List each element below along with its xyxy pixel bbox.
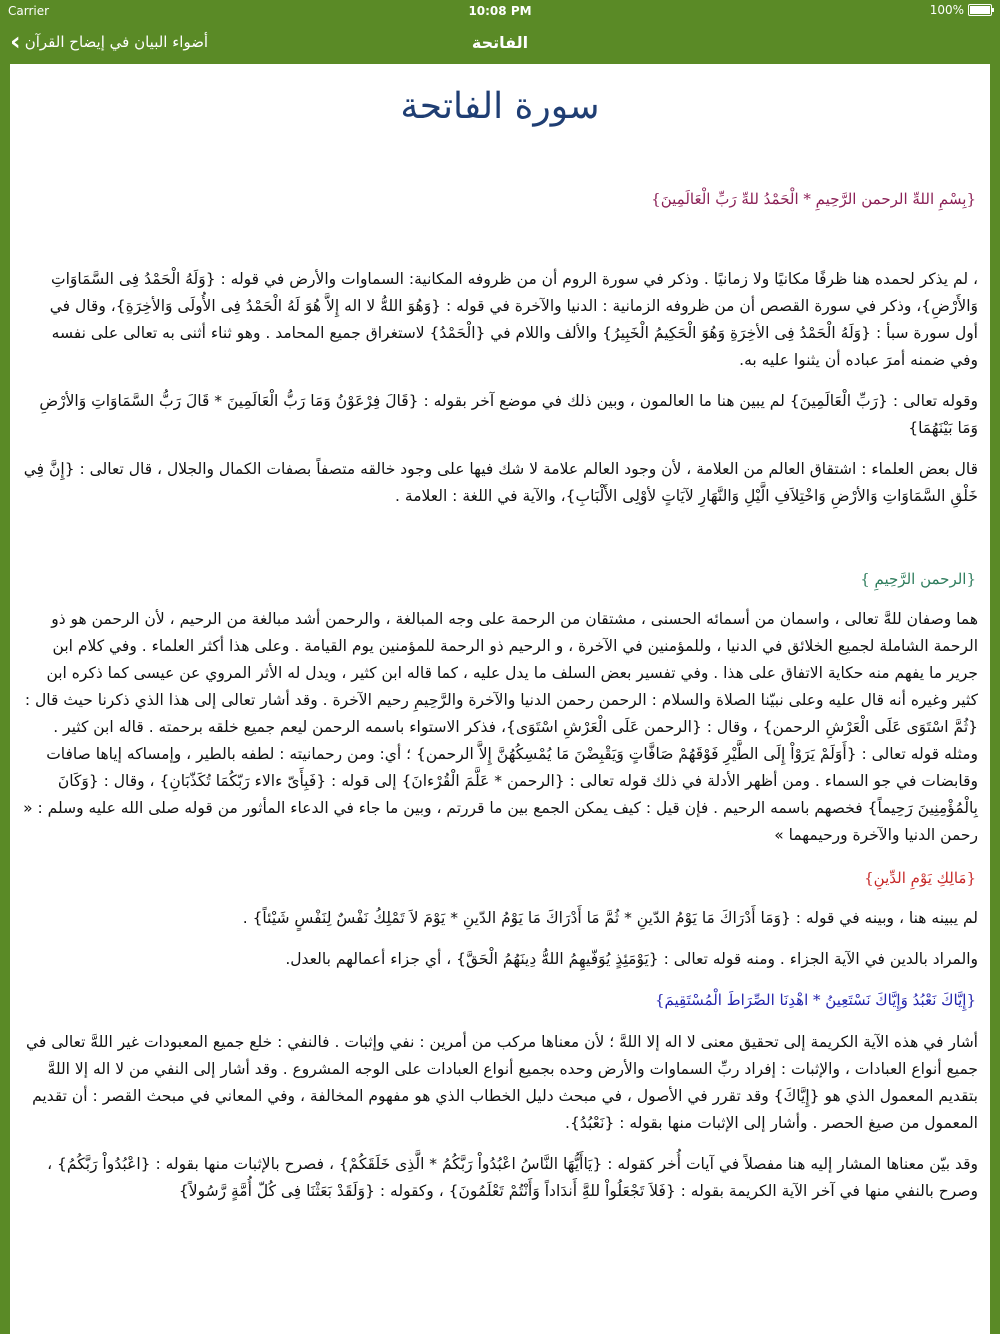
sura-title: سورة الفاتحة (400, 86, 600, 127)
tafsir-content[interactable] (10, 64, 990, 1334)
battery-group (930, 3, 992, 17)
status-bar (0, 0, 1000, 22)
navigation-bar (0, 22, 1000, 64)
tafsir-paragraph: لم يبينه هنا ، وبينه في قوله : {وَمَا أَدْرَاكَ مَا يَوْمُ الدّينِ * ثُمَّ مَا أَدْرَاكَ مَا يَوْمُ الدّينِ * يَوْمَ لاَ تَمْلِكُ نَفْسٌ لِنَفْسٍ شَيْئاً} . (242, 909, 978, 927)
tafsir-paragraph: والمراد بالدين في الآية الجزاء . ومنه قوله تعالى : {يَوْمَئِذٍ يُوَفّيهِمُ اللهُّ دِينَهُمُ الْحَقَّ} ، أي جزاء أعمالهم بالعدل. (285, 950, 978, 968)
tafsir-paragraph: وقوله تعالى : {رَبِّ الْعَالَمِينَ} لم يبين هنا ما العالمون ، وبين ذلك في موضع آخر بقوله : {قَالَ فِرْعَوْنُ وَمَا رَبُّ الْعَالَمِينَ * قَالَ رَبُّ السَّمَاوَاتِ وَالأرْضِ وَمَا بَيْنَهُمَا} (39, 392, 978, 437)
tafsir-paragraph: ، لم يذكر لحمده هنا ظرفًا مكانيًا ولا زمانيًا . وذكر في سورة الروم أن من ظروفه المكانية: السماوات والأرض في قوله : {وَلَهُ الْحَمْدُ فِى السَّمَاوَاتِ وَالأَرْضِ}، وذكر في سورة القصص أن من ظروفه الزمانية : الدنيا والآخرة في قوله : {وَهُوَ اللهُّ لا اله إِلاَّ هُوَ لَهُ الْحَمْدُ فِى الأُولَى وَالأخِرَةِ}، وقال في أول سورة سبأ : {وَلَهُ الْحَمْدُ فِى الأخِرَةِ وَهُوَ الْحَكِيمُ الْخَبِيرُ} والألف واللام في {الْحَمْدُ} لاستغراق جميع المحامد . وهو ثناء أثنى به تعالى على نفسه وفي ضمنه أمرَ عباده أن يثنوا عليه به. (49, 270, 978, 369)
verse-heading: {بِسْمِ اللهِّ الرحمن الرَّحِيمِ * الْحَمْدُ للهِّ رَبِّ الْعَالَمِينَ} (651, 190, 976, 208)
battery-percent: 100% (929, 3, 964, 17)
verse-heading: {مَالِكِ يَوْمِ الدِّينِ} (864, 869, 976, 887)
battery-icon (968, 4, 992, 16)
tafsir-paragraph: قال بعض العلماء : اشتقاق العالم من العلامة ، لأن وجود العالم علامة لا شك فيها على وجود خالقه متصفاً بصفات الكمال والجلال ، قال تعالى : {إِنَّ فِي خَلْقِ السَّمَاوَاتِ وَالأرْضِ وَاخْتِلاَفِ الَّيْلِ وَالنَّهَارِ لآيَاتٍ لأوْلِى الأَلْبَابِ}، والآية في اللغة : العلامة . (23, 460, 978, 505)
chevron-left-icon: ‹ (10, 27, 21, 57)
verse-heading: {إِيَّاكَ نَعْبُدُ وَإِيَّاكَ نَسْتَعِينُ * اهْدِنَا الصِّرَاطَ الْمُسْتَقِيمَ} (654, 991, 976, 1009)
carrier-label: Carrier (8, 4, 50, 18)
tafsir-paragraph: وقد بيّن معناها المشار إليه هنا مفصلاً في آيات أُخر كقوله : {يَاأَيُّهَا النَّاسُ اعْبُدُواْ رَبَّكُمُ * الَّذِى خَلَقَكُمْ} ، فصرح بالإثبات منها بقوله : {اعْبُدُواْ رَبَّكُمُ} ، وصرح بالنفي منها في آخر الآية الكريمة بقوله : {فَلاَ تَجْعَلُواْ للهَِّ أَندَاداً وَأَنْتُمْ تَعْلَمُونَ} ، وكقوله : {وَلَقَدْ بَعَثْنَا فِى كُلّ أُمَّةٍ رَّسُولاً} (47, 1155, 978, 1200)
clock: 10:08 PM (468, 4, 532, 18)
back-label: أضواء البيان في إيضاح القرآن (24, 33, 209, 51)
verse-heading: {الرحمن الرَّحِيمِ } (860, 570, 976, 588)
tafsir-paragraph: هما وصفان للهَّ تعالى ، واسمان من أسمائه الحسنى ، مشتقان من الرحمة على وجه المبالغة ، والرحمن أشد مبالغة من الرحيم ، لأن الرحمن هو ذو الرحمة الشاملة لجميع الخلائق في الدنيا ، وللمؤمنين في الآخرة ، و الرحيم ذو الرحمة للمؤمنين يوم القيامة . وعلى هذا أكثر العلماء . وفي كلام ابن جرير ما يفهم منه حكاية الاتفاق على هذا . وفي تفسير بعض السلف ما يدل عليه ، كما قاله ابن كثير ، ويدل له الأثر المروي عن عيسى كما ذكره ابن كثير وغيره أنه قال عليه وعلى نبيّنا الصلاة والسلام : الرحمن رحمن الدنيا والآخرة والرَّحِيمِ رحيم الآخرة . وقد أشار تعالى إلى هذا الذي ذكرنا حيث قال : {ثُمَّ اسْتَوَى عَلَى الْعَرْشِ الرحمن} ، وقال : {الرحمن عَلَى الْعَرْشِ اسْتَوَى}، فذكر الاستواء باسمه الرحمن ليعم جميع خلقه برحمته . قاله ابن كثير . ومثله قوله تعالى : {أَوَلَمْ يَرَوْاْ إِلَى الطَّيْرِ فَوْقَهُمْ صَافَّاتٍ وَيَقْبِضْنَ مَا يُمْسِكُهُنَّ إِلاَّ الرحمن} ؛ أي: ومن رحمانيته : لطفه بالطير ، وإمساكه إياها صافات وقابضات في جو السماء . ومن أظهر الأدلة في ذلك قوله تعالى : {الرحمن * عَلَّمَ الْقُرْءانَ} إلى قوله : {فَبِأَىّ ءالاء رَبّكُمَا تُكَذّبَانِ} ، وقال : {وَكَانَ بِالْمُؤْمِنِينَ رَحِيماً} فخصهم باسمه الرحيم . فإن قيل : كيف يمكن الجمع بين ما قررتم ، وبين ما جاء في الدعاء المأثور من قوله صلى الله عليه وسلم : « رحمن الدنيا والآخرة ورحيمهما » (23, 610, 978, 844)
nav-title: الفاتحة (471, 33, 529, 52)
tafsir-paragraph: أشار في هذه الآية الكريمة إلى تحقيق معنى لا اله إلا اللهَّ ؛ لأن معناها مركب من أمرين : نفي وإثبات . فالنفي : خلع جميع المعبودات غير اللهَّ تعالى في جميع أنواع العبادات ، والإثبات : إفراد ربِّ السماوات والأرض وحده بجميع أنواع العبادات على الوجه المشروع . وقد أشار إلى النفي من لا اله إلا اللهَّ بتقديم المعمول الذي هو {إِيَّاكَ} وقد تقرر في الأصول ، في مبحث دليل الخطاب الذي هو مفهوم المخالفة ، وفي المعاني في مبحث القصر : أن تقديم المعمول من صيغ الحصر . وأشار إلى الإثبات منها بقوله : {نَعْبُدُ}. (25, 1033, 978, 1132)
